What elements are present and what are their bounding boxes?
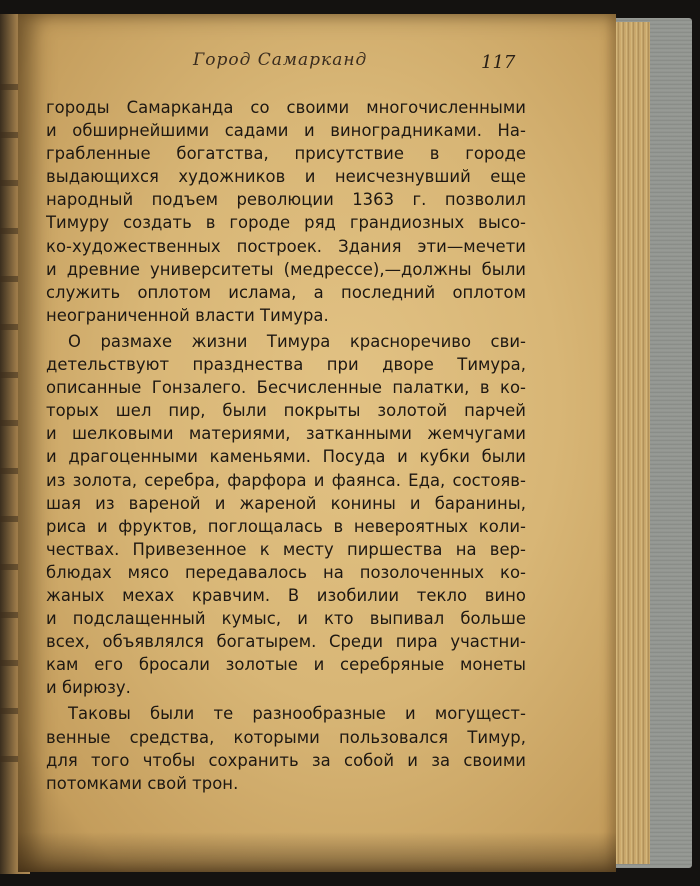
paragraph: [46, 330, 526, 700]
text-line: описанные Гонзалего. Бесчисленные палатки, в ко-: [46, 378, 526, 398]
text-line: Таковы были те разнообразные и могущест-: [68, 704, 526, 724]
text-line: кам его бросали золотые и серебряные монеты: [46, 655, 526, 675]
text-line: всех, объявлялся богатырем. Среди пира участни-: [46, 632, 526, 652]
paragraph: [46, 702, 526, 794]
page-shadow: [18, 832, 616, 872]
text-line: народный подъем революции 1363 г. позволил: [46, 190, 526, 210]
page-header: [18, 50, 616, 90]
book-page: [18, 14, 616, 872]
text-line: городы Самарканда со своими многочисленными: [46, 98, 526, 117]
text-line: из золота, серебра, фарфора и фаянса. Еда, состояв-: [46, 470, 526, 490]
text-line: служить оплотом ислама, а последний оплотом: [46, 282, 526, 302]
text-line: и драгоценными каменьями. Посуда и кубки были: [46, 447, 526, 467]
page-number: 117: [481, 52, 516, 73]
text-line: и бирюзу.: [46, 678, 131, 698]
text-line: выдающихся художников и неисчезнувший еще: [46, 167, 526, 187]
text-line: и шелковыми материями, затканными жемчугами: [46, 424, 526, 444]
text-line: и древние университеты (медрессе),—должны были: [46, 259, 526, 279]
text-line: торых шел пир, были покрыты золотой парчей: [46, 401, 526, 421]
text-line: грабленные богатства, присутствие в городе: [46, 144, 526, 164]
text-line: О размахе жизни Тимура красноречиво сви-: [68, 331, 526, 351]
text-line: жаных мехах кравчим. В изобилии текло вино: [46, 585, 526, 605]
text-line: детельствуют празднества при дворе Тимура,: [46, 355, 526, 375]
text-line: риса и фруктов, поглощалась в невероятных коли-: [46, 516, 526, 536]
text-line: потомками свой трон.: [46, 773, 239, 793]
text-line: для того чтобы сохранить за собой и за своими: [46, 750, 526, 770]
text-line: и обширнейшими садами и виноградниками. На-: [46, 121, 526, 141]
body-text: [46, 96, 526, 795]
text-line: неограниченной власти Тимура.: [46, 305, 329, 325]
running-title: Город Самарканд: [193, 50, 368, 70]
text-line: и подслащенный кумыс, и кто выпивал больше: [46, 609, 526, 629]
text-line: венные средства, которыми пользовался Тимур,: [46, 727, 526, 747]
text-line: блюдах мясо передавалось на позолоченных ко-: [46, 562, 526, 582]
text-line: Тимуру создать в городе ряд грандиозных высо-: [46, 213, 526, 233]
text-line: ко-художественных построек. Здания эти—мечети: [46, 236, 526, 256]
text-line: чествах. Привезенное к месту пиршества на вер-: [46, 539, 526, 559]
paragraph: [46, 96, 526, 327]
text-line: шая из вареной и жареной конины и баранины,: [46, 493, 526, 513]
